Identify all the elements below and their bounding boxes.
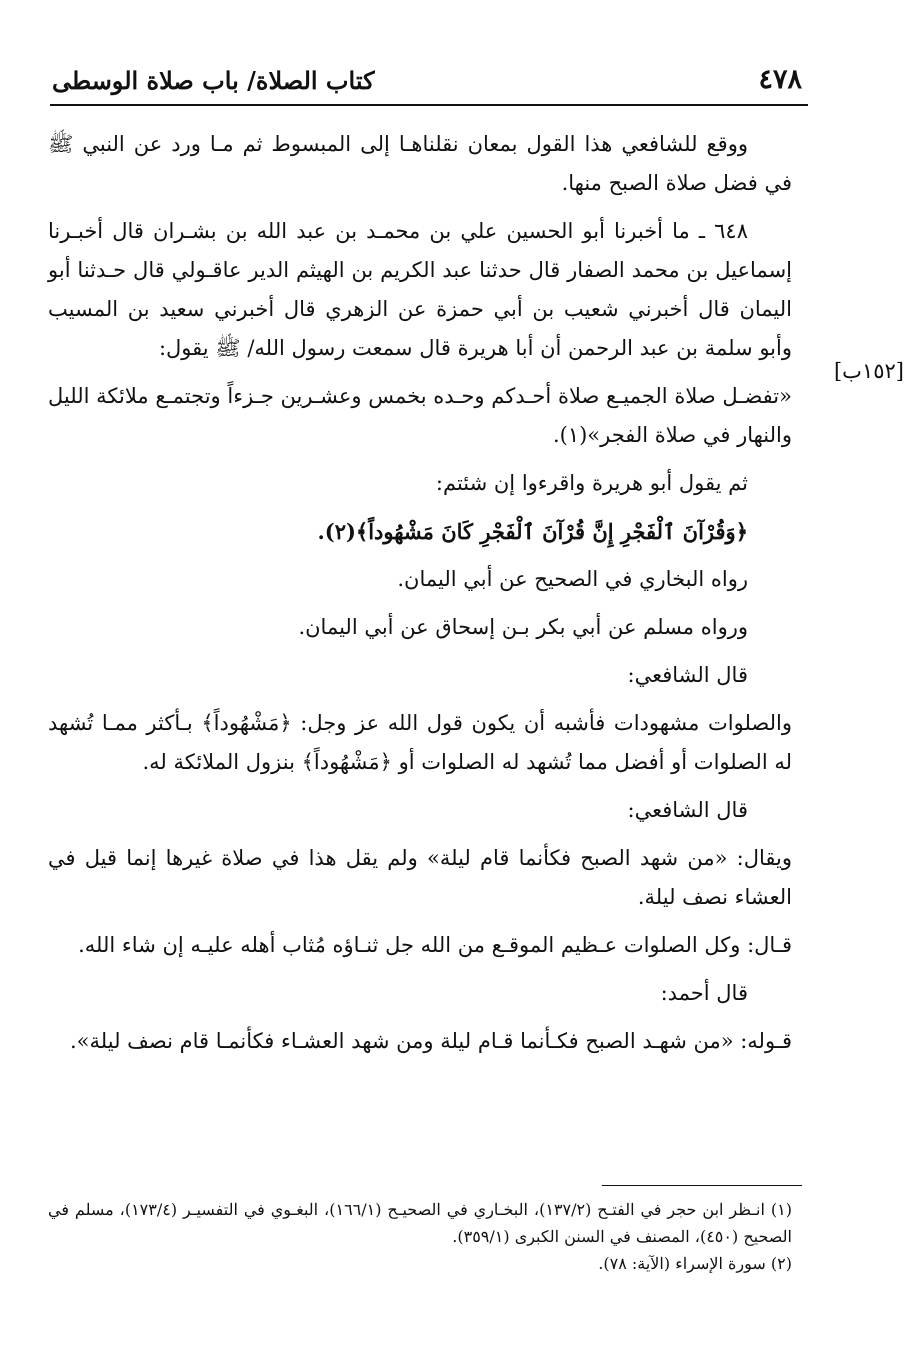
paragraph: قـال: وكل الصلوات عـظيم الموقـع من الله جل ثنـاؤه مُثاب أهله عليـه إن شاء الله. xyxy=(78,933,792,957)
hadith-isnad: ٦٤٨ ـ ما أخبرنا أبو الحسين علي بن محمـد بن عبد الله بن بشـران قال أخبـرنا إسماعيل بن محمد الصفار قال حدثنا عبد الكريم بن الهيثم الدير عاقـولي قال حـدثنا أبو اليمان قال أخبرني شعيب بن أبي حمزة عن الزهري قال أخبرني سعيد بن المسيب وأبو سلمة بن عبد الرحمن أن أبا هريرة قال سمعت رسول الله/ ﷺ يقول: xyxy=(48,219,792,360)
margin-folio-note: [١٥٢ب] xyxy=(833,359,904,383)
speaker-heading: قال الشافعي: xyxy=(627,663,748,687)
paragraph: ووقع للشافعي هذا القول بمعان نقلناهـا إلى المبسوط ثم مـا ورد عن النبي ﷺ في فضل صلاة الصبح منها. xyxy=(48,132,792,195)
running-title: كتاب الصلاة/ باب صلاة الوسطى xyxy=(52,66,375,95)
speaker-heading: قال الشافعي: xyxy=(627,798,748,822)
paragraph: ورواه مسلم عن أبي بكر بـن إسحاق عن أبي اليمان. xyxy=(298,615,748,639)
page-number: ٤٧٨ xyxy=(758,64,802,95)
main-text xyxy=(48,125,792,1070)
footnotes xyxy=(48,1196,792,1277)
footnote: (٢) سورة الإسراء (الآية: ٧٨). xyxy=(598,1254,792,1273)
paragraph: ويقال: «من شهد الصبح فكأنما قام ليلة» ولم يقل هذا في صلاة غيرها إنما قيل في العشاء نصف ليلة. xyxy=(48,846,792,909)
footnote-separator xyxy=(602,1185,802,1186)
header-rule xyxy=(50,104,808,106)
page-header xyxy=(52,60,802,100)
footnote: (١) انـظر ابن حجر في الفتـح (١٣٧/٢)، البخـاري في الصحيـح (١٦٦/١)، البغـوي في التفسيـر (١٧٣/٤)، مسلم في الصحيح (٤٥٠)، المصنف في السنن الكبرى (٣٥٩/١). xyxy=(48,1200,792,1246)
quran-verse: ﴿وَقُرْآنَ ٱلْفَجْرِ إِنَّ قُرْآنَ ٱلْفَجْرِ كَانَ مَشْهُوداً﴾(٢). xyxy=(317,519,748,544)
speaker-heading: قال أحمد: xyxy=(660,981,748,1005)
paragraph: والصلوات مشهودات فأشبه أن يكون قول الله عز وجل: ﴿مَشْهُوداً﴾ بـأكثر ممـا تُشهد له الصلوات أو أفضل مما تُشهد له الصلوات أو ﴿مَشْهُوداً﴾ بنزول الملائكة له. xyxy=(48,711,792,774)
paragraph: قـوله: «من شهـد الصبح فكـأنما قـام ليلة ومن شهد العشـاء فكأنمـا قام نصف ليلة». xyxy=(70,1029,792,1053)
hadith-text: «تفضـل صلاة الجميـع صلاة أحـدكم وحـده بخمس وعشـرين جـزءاً وتجتمـع ملائكة الليل والنهار في صلاة الفجر»(١). xyxy=(48,384,792,447)
paragraph: رواه البخاري في الصحيح عن أبي اليمان. xyxy=(397,567,748,591)
paragraph: ثم يقول أبو هريرة واقرءوا إن شئتم: xyxy=(435,471,748,495)
